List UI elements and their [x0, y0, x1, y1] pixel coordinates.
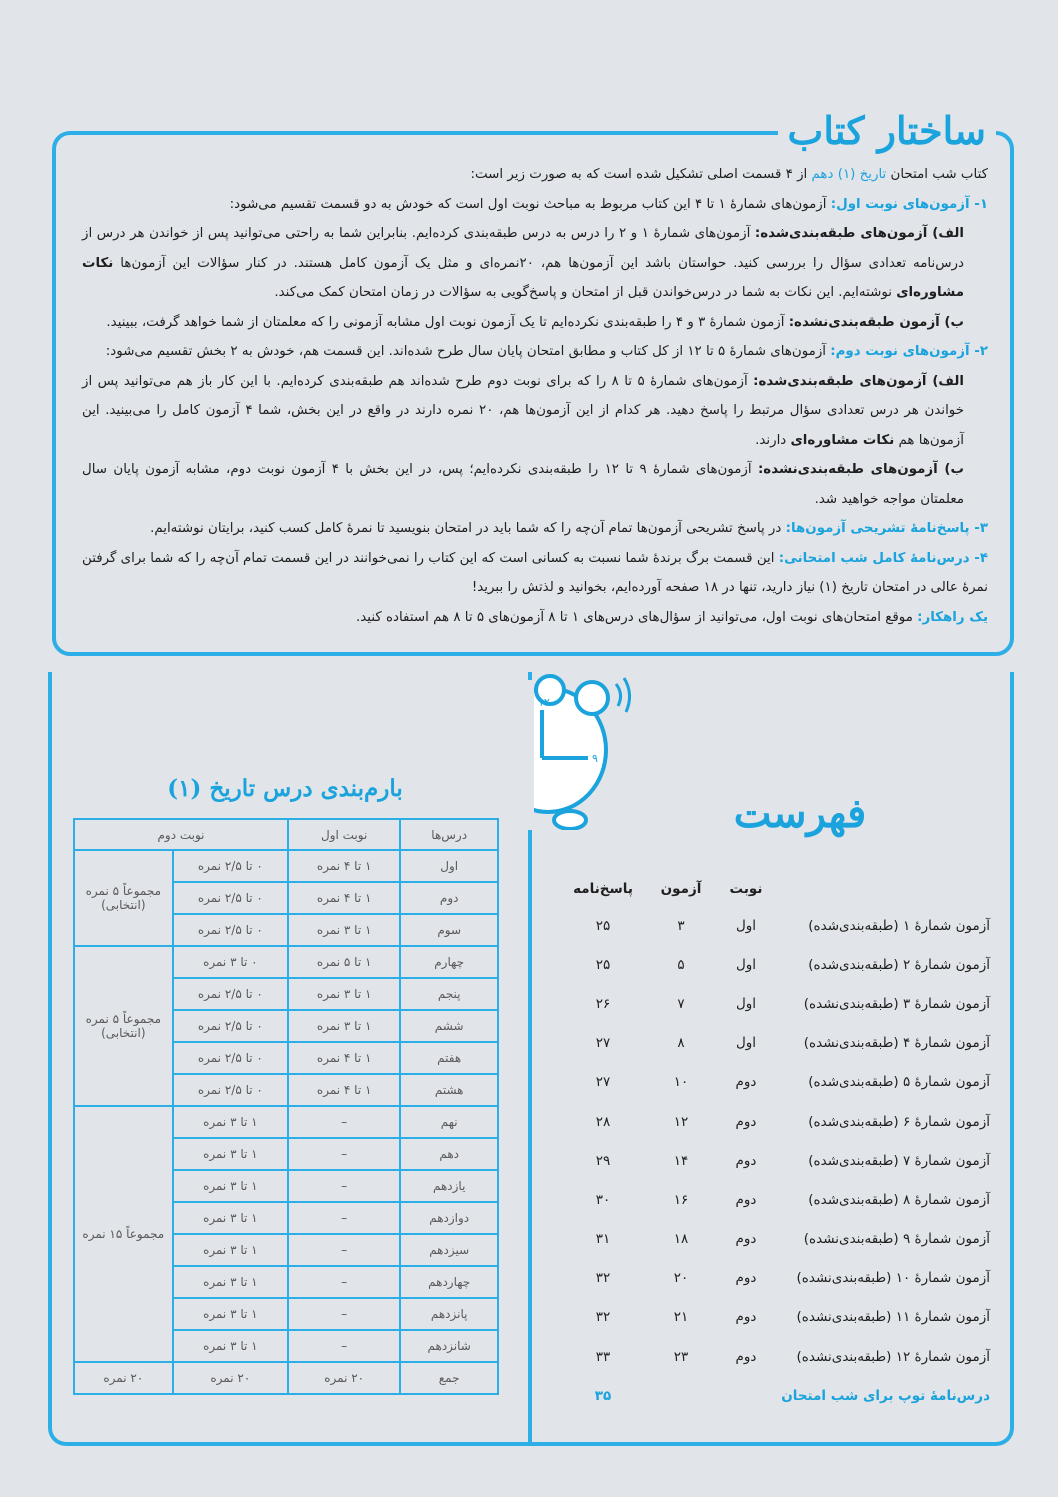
grading-lesson: پنجم	[400, 978, 498, 1010]
grading-total-first: ۲۰ نمره	[288, 1362, 400, 1394]
grading-header-row	[74, 819, 498, 850]
grading-table	[73, 818, 499, 1395]
part1-paragraph: ۱- آزمون‌های نوبت اول: آزمون‌های شمارهٔ ۱ تا ۴ این کتاب مربوط به مباحث نوبت اول است که خودش به دو قسمت تقسیم می‌شود:	[229, 196, 988, 212]
index-name: آزمون شمارهٔ ۹ (طبقه‌بندی‌نشده)	[803, 1231, 990, 1248]
index-round: دوم	[735, 1191, 757, 1208]
grading-second: ۰ تا ۲/۵ نمره	[173, 850, 288, 882]
index-answers: ۲۶	[595, 995, 611, 1012]
index-final-spacer	[712, 1376, 780, 1415]
grading-header-second: نوبت دوم	[74, 819, 288, 850]
index-row	[556, 945, 990, 984]
grading-first: ۱ تا ۳ نمره	[288, 914, 400, 946]
clock-label-12: ۱۲	[538, 696, 550, 709]
index-header-name	[780, 872, 990, 906]
grading-lesson: شانزدهم	[400, 1330, 498, 1362]
index-name: آزمون شمارهٔ ۶ (طبقه‌بندی‌شده)	[808, 1113, 990, 1130]
grading-second: ۱ تا ۳ نمره	[173, 1138, 288, 1170]
index-round: دوم	[735, 1231, 757, 1248]
part1b-paragraph: ب) آزمون طبقه‌بندی‌نشده: آزمون شمارهٔ ۳ و ۴ را طبقه‌بندی نکرده‌ایم تا یک آزمون نوبت اول مشابه آزمونی را که معلمتان از شما خواهد گرفت، ببینید.	[106, 314, 964, 330]
index-answers: ۲۸	[595, 1113, 611, 1130]
part1a-paragraph: الف) آزمون‌های طبقه‌بندی‌شده: آزمون‌های شمارهٔ ۱ و ۲ را درس به درس طبقه‌بندی کرده‌ایم. بنابراین شما به راحتی می‌توانید پس از خواندن هر درس از درس‌نامه تعدادی سؤال را بررسی کنید. حواستان باشد این آزمون‌ها هم، ۲۰نمره‌ای و مثل یک آزمون کامل هستند. در کنار سؤالات این آزمون‌ها نکات مشاوره‌ای نوشته‌ایم. این نکات به شما در درس‌خواندن قبل از امتحان و پاسخ‌گویی به سؤالات در زمان امتحان کمک می‌کند.	[82, 226, 964, 300]
index-row	[556, 1102, 990, 1141]
index-round: اول	[735, 956, 757, 973]
grading-lesson: دهم	[400, 1138, 498, 1170]
grading-lesson: هشتم	[400, 1074, 498, 1106]
grading-second: ۱ تا ۳ نمره	[173, 1234, 288, 1266]
index-final-spacer	[650, 1376, 712, 1415]
grading-lesson: ششم	[400, 1010, 498, 1042]
index-answers: ۲۵	[595, 956, 611, 973]
grading-group-note: (انتخابی)	[101, 898, 146, 912]
index-answers: ۲۹	[595, 1152, 611, 1169]
grading-header-lessons: درس‌ها	[400, 819, 498, 850]
grading-second: ۱ تا ۳ نمره	[173, 1202, 288, 1234]
grading-first: –	[288, 1298, 400, 1330]
index-round: اول	[735, 1035, 757, 1052]
grading-lesson: دوم	[400, 882, 498, 914]
grading-first: ۱ تا ۴ نمره	[288, 850, 400, 882]
grading-first: –	[288, 1330, 400, 1362]
grading-second: ۰ تا ۲/۵ نمره	[173, 978, 288, 1010]
grading-lesson: پانزدهم	[400, 1298, 498, 1330]
index-exam: ۱۶	[673, 1191, 689, 1208]
grading-group-total: مجموعاً ۱۵ نمره	[82, 1227, 165, 1241]
grading-first: ۱ تا ۴ نمره	[288, 1074, 400, 1106]
index-exam: ۱۸	[673, 1231, 689, 1248]
index-name: آزمون شمارهٔ ۱۰ (طبقه‌بندی‌نشده)	[796, 1270, 990, 1287]
grading-first: ۱ تا ۴ نمره	[288, 882, 400, 914]
index-name: آزمون شمارهٔ ۱۲ (طبقه‌بندی‌نشده)	[796, 1348, 990, 1365]
grading-total-overall: ۲۰ نمره	[74, 1362, 173, 1394]
index-round: اول	[735, 995, 757, 1012]
grading-lesson: چهارم	[400, 946, 498, 978]
index-exam: ۱۰	[673, 1074, 689, 1091]
intro-paragraph: کتاب شب امتحان تاریخ (۱) دهم از ۴ قسمت اصلی تشکیل شده است که به صورت زیر است:	[470, 167, 988, 182]
index-row	[556, 1220, 990, 1259]
index-exam: ۲۳	[673, 1348, 689, 1365]
structure-title: ساختار کتاب	[778, 108, 996, 153]
grading-first: ۱ تا ۳ نمره	[288, 1010, 400, 1042]
index-exam: ۷	[677, 995, 685, 1012]
grading-first: –	[288, 1138, 400, 1170]
grading-group	[74, 946, 173, 1106]
index-header-answers: پاسخ‌نامه	[573, 881, 633, 897]
grading-first: ۱ تا ۳ نمره	[288, 978, 400, 1010]
grading-second: ۱ تا ۳ نمره	[173, 1298, 288, 1330]
grading-lesson: اول	[400, 850, 498, 882]
grading-title: بارم‌بندی درس تاریخ (۱)	[167, 775, 403, 802]
grading-body	[74, 850, 498, 1394]
index-name: آزمون شمارهٔ ۷ (طبقه‌بندی‌شده)	[808, 1152, 990, 1169]
grading-second: ۰ تا ۲/۵ نمره	[173, 1074, 288, 1106]
index-name: آزمون شمارهٔ ۵ (طبقه‌بندی‌شده)	[808, 1074, 990, 1091]
index-row	[556, 1063, 990, 1102]
index-name: آزمون شمارهٔ ۱ (طبقه‌بندی‌شده)	[808, 917, 990, 934]
grading-lesson: سوم	[400, 914, 498, 946]
index-answers: ۲۷	[595, 1074, 611, 1091]
grading-first: –	[288, 1106, 400, 1138]
grading-first: ۱ تا ۴ نمره	[288, 1042, 400, 1074]
grading-total-label: جمع	[400, 1362, 498, 1394]
index-exam: ۲۱	[673, 1309, 689, 1326]
index-exam: ۸	[677, 1035, 685, 1052]
index-answers: ۳۲	[595, 1309, 611, 1326]
grading-first: ۱ تا ۵ نمره	[288, 946, 400, 978]
part2a-paragraph: الف) آزمون‌های طبقه‌بندی‌شده: آزمون‌های شمارهٔ ۵ تا ۸ را که برای نوبت دوم طرح شده‌اند هم طبقه‌بندی کرده‌ایم. با این کار باز هم می‌توانید پس از خواندن هر درس تعدادی سؤال مرتبط را پاسخ دهید. هر کدام از این آزمون‌ها هم، ۲۰ نمره دارند در واقع در این بخش، شما ۴ آزمون کامل را می‌بینید. این آزمون‌ها هم نکات مشاوره‌ای دارند.	[82, 373, 965, 448]
index-row	[556, 1298, 990, 1337]
index-round: اول	[735, 917, 757, 934]
index-exam: ۵	[677, 956, 685, 973]
grading-second: ۰ تا ۳ نمره	[173, 946, 288, 978]
part3-paragraph: ۳- پاسخ‌نامهٔ تشریحی آزمون‌ها: در پاسخ تشریحی آزمون‌ها تمام آن‌چه را که شما باید در امتحان بنویسید تا نمرهٔ کامل کسب کنید، برایتان نوشته‌ایم.	[150, 521, 988, 536]
index-answers: ۲۵	[595, 917, 611, 934]
index-final-row	[556, 1376, 990, 1415]
grading-lesson: نهم	[400, 1106, 498, 1138]
index-exam: ۱۴	[673, 1152, 689, 1169]
index-round: دوم	[735, 1270, 757, 1287]
index-row	[556, 1141, 990, 1180]
grading-lesson: یازدهم	[400, 1170, 498, 1202]
grading-lesson: هفتم	[400, 1042, 498, 1074]
grading-second: ۰ تا ۲/۵ نمره	[173, 882, 288, 914]
index-name: آزمون شمارهٔ ۱۱ (طبقه‌بندی‌نشده)	[796, 1309, 990, 1326]
index-final-name: درس‌نامهٔ توپ برای شب امتحان	[781, 1387, 990, 1404]
index-round: دوم	[735, 1309, 757, 1326]
grading-group	[74, 1106, 173, 1362]
index-row	[556, 1180, 990, 1219]
grading-second: ۱ تا ۳ نمره	[173, 1330, 288, 1362]
grading-first: –	[288, 1170, 400, 1202]
index-name: آزمون شمارهٔ ۸ (طبقه‌بندی‌شده)	[808, 1191, 990, 1208]
grading-second: ۰ تا ۲/۵ نمره	[173, 1042, 288, 1074]
grading-second: ۰ تا ۲/۵ نمره	[173, 914, 288, 946]
part4-paragraph: ۴- درس‌نامهٔ کامل شب امتحانی: این قسمت برگ برندهٔ شما نسبت به کسانی است که این کتاب را نمی‌خوانند در این قسمت تمام آن‌چه را که شما برای گرفتن نمرهٔ عالی در امتحان تاریخ (۱) نیاز دارید، تنها در ۱۸ صفحه آورده‌ایم، بخوانید و لذتش را ببرید!	[82, 550, 988, 595]
index-row	[556, 1259, 990, 1298]
grading-lesson: سیزدهم	[400, 1234, 498, 1266]
index-header-round: نوبت	[729, 881, 763, 897]
part2b-paragraph: ب) آزمون‌های طبقه‌بندی‌نشده: آزمون‌های شمارهٔ ۹ تا ۱۲ را طبقه‌بندی نکرده‌ایم؛ پس، در این بخش با ۴ آزمون نوبت دوم، مشابه آزمون پایان سال معلمتان مواجه خواهید شد.	[82, 462, 964, 507]
grading-group	[74, 850, 173, 946]
index-body	[556, 906, 990, 1415]
grading-row	[74, 850, 498, 882]
grading-total-second: ۲۰ نمره	[173, 1362, 288, 1394]
index-answers: ۳۰	[595, 1191, 611, 1208]
index-exam: ۱۲	[673, 1113, 689, 1130]
grading-second: ۱ تا ۳ نمره	[173, 1266, 288, 1298]
clock-label-9: ۹	[592, 752, 598, 765]
structure-text	[82, 160, 988, 632]
grading-row	[74, 1106, 498, 1138]
part2-paragraph: ۲- آزمون‌های نوبت دوم: آزمون‌های شمارهٔ ۵ تا ۱۲ از کل کتاب و مطابق امتحان پایان سال طرح شده‌اند. این قسمت هم، خودش به ۲ بخش تقسیم می‌شود:	[105, 344, 988, 359]
index-round: دوم	[735, 1152, 757, 1169]
index-row	[556, 1024, 990, 1063]
index-exam: ۳	[677, 917, 685, 934]
grading-first: –	[288, 1234, 400, 1266]
index-row	[556, 906, 990, 945]
index-answers: ۲۷	[595, 1035, 611, 1052]
index-answers: ۳۲	[595, 1270, 611, 1287]
tip-paragraph: یک راهکار: موقع امتحان‌های نوبت اول، می‌توانید از سؤال‌های درس‌های ۱ تا ۸ آزمون‌های ۵ تا ۸ هم استفاده کنید.	[356, 609, 988, 625]
grading-lesson: چهاردهم	[400, 1266, 498, 1298]
grading-group-note: (انتخابی)	[101, 1026, 146, 1040]
index-name: آزمون شمارهٔ ۳ (طبقه‌بندی‌نشده)	[803, 995, 990, 1012]
index-round: دوم	[735, 1348, 757, 1365]
grading-second: ۱ تا ۳ نمره	[173, 1106, 288, 1138]
grading-first: –	[288, 1266, 400, 1298]
grading-second: ۱ تا ۳ نمره	[173, 1170, 288, 1202]
index-name: آزمون شمارهٔ ۲ (طبقه‌بندی‌شده)	[808, 956, 990, 973]
alarm-clock-icon	[520, 660, 640, 830]
grading-group-total: مجموعاً ۵ نمره	[85, 1012, 162, 1026]
index-exam: ۲۰	[673, 1270, 689, 1287]
index-name: آزمون شمارهٔ ۴ (طبقه‌بندی‌نشده)	[803, 1035, 990, 1052]
grading-group-total: مجموعاً ۵ نمره	[85, 884, 162, 898]
grading-total-row	[74, 1362, 498, 1394]
grading-lesson: دوازدهم	[400, 1202, 498, 1234]
grading-second: ۰ تا ۲/۵ نمره	[173, 1010, 288, 1042]
grading-first: –	[288, 1202, 400, 1234]
index-header-exam: آزمون	[660, 881, 702, 897]
index-round: دوم	[735, 1113, 757, 1130]
grading-header-first: نوبت اول	[288, 819, 400, 850]
index-answers: ۳۳	[595, 1348, 611, 1365]
index-title: فهرست	[733, 790, 867, 837]
index-header-row	[556, 872, 990, 906]
index-final-page: ۳۵	[594, 1387, 612, 1404]
index-row	[556, 1337, 990, 1376]
index-table	[556, 872, 990, 1415]
grading-row	[74, 946, 498, 978]
index-answers: ۳۱	[595, 1231, 611, 1248]
index-row	[556, 984, 990, 1023]
index-round: دوم	[735, 1074, 757, 1091]
